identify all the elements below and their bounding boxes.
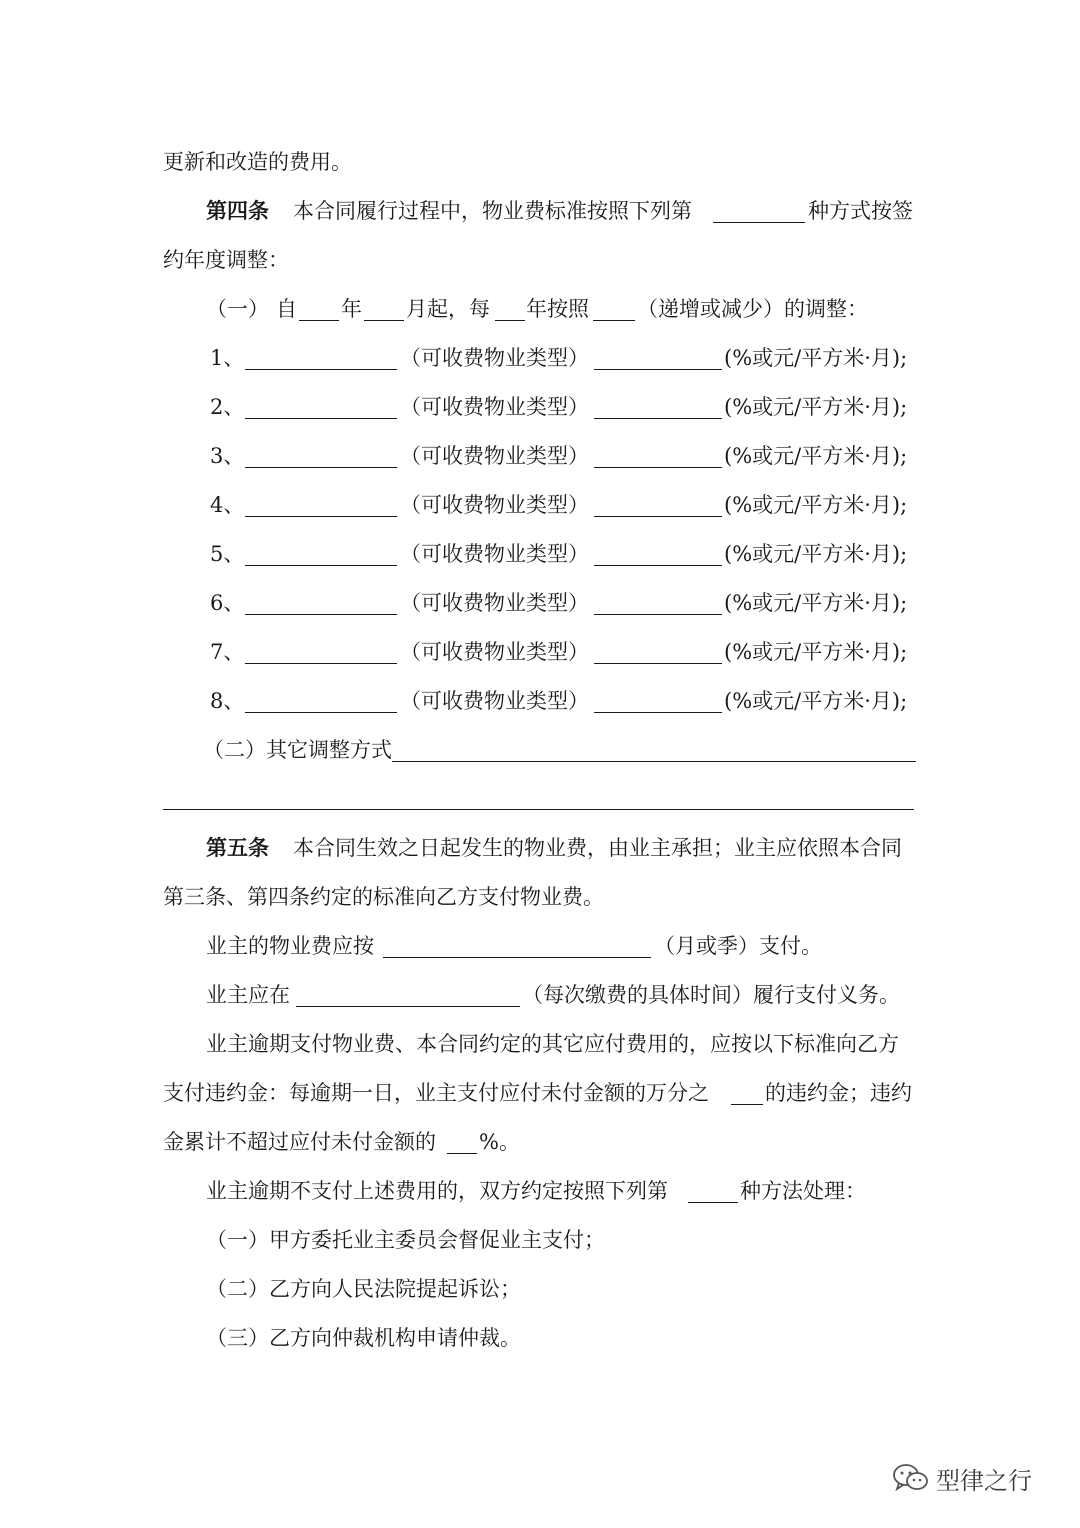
item-type-label: （可收费物业类型） (400, 591, 589, 615)
option-1-month: 月起，每 (406, 297, 490, 321)
payment-time-text: 业主应在 (206, 983, 290, 1007)
option-1-adjust: （递增或减少）的调整： (637, 297, 868, 321)
late-fee-text-cont: 支付违约金：每逾期一日，业主支付应付未付金额的万分之 (163, 1081, 709, 1105)
article-5-text: 本合同生效之日起发生的物业费，由业主承担；业主应依照本合同 (293, 836, 902, 860)
blank-amount[interactable] (594, 712, 722, 713)
blank-amount[interactable] (594, 565, 722, 566)
payment-period-unit: （月或季）支付。 (654, 934, 822, 958)
item-type-label: （可收费物业类型） (400, 493, 589, 517)
method-option-1: （一）甲方委托业主委员会督促业主支付； (206, 1228, 605, 1252)
option-1-per-year: 年按照 (526, 297, 589, 321)
blank-property-type[interactable] (245, 467, 397, 468)
item-type-label: （可收费物业类型） (400, 640, 589, 664)
option-1-marker: （一） (206, 297, 269, 321)
item-number: 8、 (210, 689, 245, 713)
method-choice-text-cont: 种方法处理： (740, 1179, 866, 1203)
blank-amount[interactable] (594, 614, 722, 615)
item-unit: (%或元/平方米·月); (724, 542, 908, 566)
blank-property-type[interactable] (245, 663, 397, 664)
late-fee-cap-percent: %。 (479, 1130, 520, 1154)
item-number: 6、 (210, 591, 245, 615)
watermark-text: 型律之行 (936, 1466, 1032, 1495)
late-fee-text: 业主逾期支付物业费、本合同约定的其它应付费用的，应按以下标准向乙方 (206, 1032, 899, 1056)
article-5-text-cont: 第三条、第四条约定的标准向乙方支付物业费。 (163, 885, 604, 909)
blank-payment-time[interactable] (296, 1006, 520, 1007)
blank-property-type[interactable] (245, 418, 397, 419)
item-type-label: （可收费物业类型） (400, 346, 589, 370)
method-choice-text: 业主逾期不支付上述费用的，双方约定按照下列第 (206, 1179, 668, 1203)
blank-other-method-continued[interactable] (163, 809, 914, 810)
blank-every-years[interactable] (495, 320, 525, 321)
item-unit: (%或元/平方米·月); (724, 591, 908, 615)
item-type-label: （可收费物业类型） (400, 444, 589, 468)
item-number: 7、 (210, 640, 245, 664)
late-fee-cap-text: 金累计不超过应付未付金额的 (163, 1130, 436, 1154)
item-unit: (%或元/平方米·月); (724, 444, 908, 468)
blank-method-choice[interactable] (688, 1202, 738, 1203)
blank-method-number[interactable] (713, 222, 805, 223)
blank-rate[interactable] (593, 320, 635, 321)
article-5-heading: 第五条 (206, 835, 269, 860)
blank-property-type[interactable] (245, 614, 397, 615)
blank-amount[interactable] (594, 516, 722, 517)
blank-amount[interactable] (594, 467, 722, 468)
item-type-label: （可收费物业类型） (400, 689, 589, 713)
article-4-text-end: 约年度调整： (163, 248, 289, 272)
article-4-text-cont: 种方式按签 (808, 199, 913, 223)
blank-payment-period[interactable] (383, 957, 651, 958)
option-1-from: 自 (276, 297, 297, 321)
article-4-heading: 第四条 (206, 198, 269, 223)
item-number: 2、 (210, 395, 245, 419)
item-unit: (%或元/平方米·月); (724, 640, 908, 664)
blank-amount[interactable] (594, 663, 722, 664)
item-unit: (%或元/平方米·月); (724, 493, 908, 517)
blank-cap-percent[interactable] (447, 1153, 477, 1154)
watermark (892, 1458, 1032, 1498)
blank-year[interactable] (299, 320, 339, 321)
item-type-label: （可收费物业类型） (400, 542, 589, 566)
blank-property-type[interactable] (245, 712, 397, 713)
item-unit: (%或元/平方米·月); (724, 346, 908, 370)
wechat-icon (892, 1462, 930, 1494)
blank-property-type[interactable] (245, 369, 397, 370)
late-fee-text-cont2: 的违约金；违约 (765, 1081, 912, 1105)
option-2-label: （二）其它调整方式 (203, 738, 392, 762)
item-number: 1、 (210, 346, 245, 370)
item-unit: (%或元/平方米·月); (724, 395, 908, 419)
item-type-label: （可收费物业类型） (400, 395, 589, 419)
blank-property-type[interactable] (245, 565, 397, 566)
method-option-3: （三）乙方向仲裁机构申请仲裁。 (206, 1326, 521, 1350)
blank-other-method[interactable] (392, 761, 916, 762)
blank-daily-rate[interactable] (731, 1104, 763, 1105)
intro-text: 更新和改造的费用。 (163, 150, 352, 174)
blank-month[interactable] (364, 320, 404, 321)
item-unit: (%或元/平方米·月); (724, 689, 908, 713)
item-number: 4、 (210, 493, 245, 517)
option-1-year: 年 (341, 297, 362, 321)
blank-amount[interactable] (594, 369, 722, 370)
item-number: 3、 (210, 444, 245, 468)
payment-time-desc: （每次缴费的具体时间）履行支付义务。 (522, 983, 900, 1007)
payment-period-text: 业主的物业费应按 (206, 934, 374, 958)
blank-property-type[interactable] (245, 516, 397, 517)
blank-amount[interactable] (594, 418, 722, 419)
item-number: 5、 (210, 542, 245, 566)
method-option-2: （二）乙方向人民法院提起诉讼； (206, 1277, 521, 1301)
article-4-text: 本合同履行过程中，物业费标准按照下列第 (293, 199, 692, 223)
